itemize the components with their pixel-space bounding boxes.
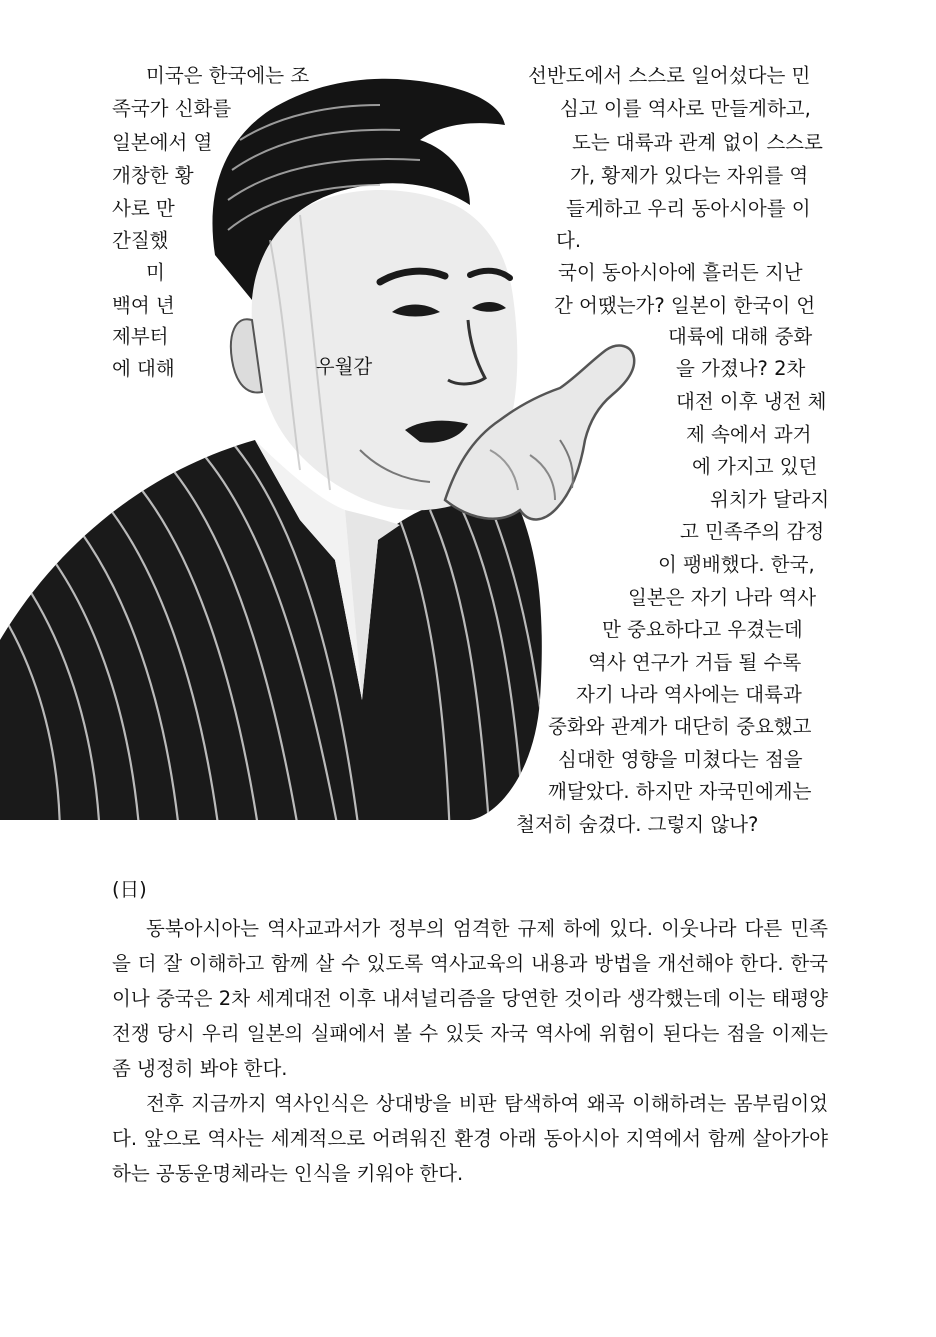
right-line: 제 속에서 과거 (686, 423, 812, 446)
right-line: 만 중요하다고 우겼는데 (602, 618, 803, 641)
right-line: 다. (556, 229, 582, 252)
left-line: 미국은 한국에는 조 (146, 64, 310, 87)
left-line: 간질했 (112, 229, 169, 252)
right-line: 국이 동아시아에 흘러든 지난 (558, 261, 803, 284)
section-label: (日) (112, 878, 147, 901)
right-line: 일본은 자기 나라 역사 (628, 586, 817, 609)
left-line: 일본에서 열 (112, 131, 213, 154)
right-line: 역사 연구가 거듭 될 수록 (588, 651, 802, 674)
right-line: 을 가졌나? 2차 (676, 357, 806, 380)
right-line: 선반도에서 스스로 일어섰다는 민 (528, 64, 811, 87)
figure-caption-word: 우월감 (315, 355, 373, 378)
right-line: 깨달았다. 하지만 자국민에게는 (548, 780, 812, 803)
left-line: 미 (146, 261, 165, 284)
left-line: 사로 만 (112, 197, 175, 220)
right-line: 대전 이후 냉전 체 (676, 390, 827, 413)
right-line: 이 팽배했다. 한국, (658, 553, 815, 576)
right-line: 가, 황제가 있다는 자위를 역 (570, 164, 809, 187)
right-line: 에 가지고 있던 (692, 455, 818, 478)
right-line: 고 민족주의 감정 (680, 520, 825, 543)
right-line: 대륙에 대해 중화 (668, 325, 813, 348)
right-line: 위치가 달라지 (710, 488, 830, 511)
right-line: 철저히 숨겼다. 그렇지 않나? (516, 813, 759, 836)
right-line: 들게하고 우리 동아시아를 이 (566, 197, 811, 220)
body-paragraph: 동북아시아는 역사교과서가 정부의 엄격한 규제 하에 있다. 이웃나라 다른 민족을 더 잘 이해하고 함께 살 수 있도록 역사교육의 내용과 방법을 개선해야 한다. 한국이나 중국은 2차 세계대전 이후 내셔널리즘을 당연한 것이라 생각했는데 이는 태평양전쟁 당시 우리 일본의 실패에서 볼 수 있듯 자국 역사에 위험이 된다는 점을 이제는 좀 냉정히 봐야 한다. (112, 917, 828, 1080)
right-line: 심대한 영향을 미쳤다는 점을 (558, 748, 803, 771)
left-line: 에 대해 (112, 357, 175, 380)
left-line: 제부터 (112, 325, 169, 348)
left-line: 족국가 신화를 (112, 97, 232, 120)
right-line: 자기 나라 역사에는 대륙과 (576, 683, 802, 706)
right-line: 중화와 관계가 대단히 중요했고 (548, 715, 812, 738)
right-line: 도는 대륙과 관계 없이 스스로 (572, 131, 823, 154)
body-paragraph: 전후 지금까지 역사인식은 상대방을 비판 탐색하여 왜곡 이해하려는 몸부림이었다. 앞으로 역사는 세계적으로 어려워진 환경 아래 동아시아 지역에서 함께 살아가야 하는 공동운명체라는 인식을 키워야 한다. (112, 1092, 828, 1185)
japan-section (112, 872, 828, 1191)
left-line: 백여 년 (112, 294, 175, 317)
left-line: 개창한 황 (112, 164, 194, 187)
right-line: 간 어땠는가? 일본이 한국이 언 (554, 294, 816, 317)
right-line: 심고 이를 역사로 만들게하고, (560, 97, 811, 120)
